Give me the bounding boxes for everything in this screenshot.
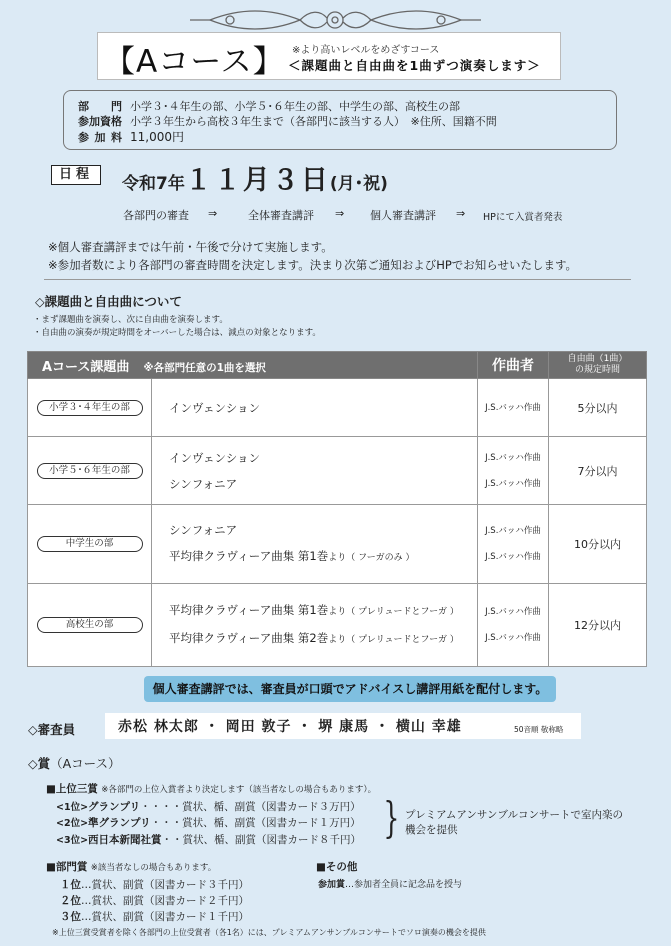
schedule-date: 令和7年１１月３日(月･祝)	[122, 165, 388, 196]
flow-step: 全体審査講評	[248, 209, 314, 222]
division-prize-heading: ■部門賞 ※該当者なしの場合もあります。	[46, 861, 217, 873]
pieces-table	[27, 351, 647, 667]
prize-footnote: ※上位三賞受賞者を除く各部門の上位受賞者（各1名）には、プレミアムアンサンブルコンサートでソロ演奏の機会を提供	[52, 928, 486, 937]
flow-step: 各部門の審査	[123, 209, 189, 222]
division-badge: 中学生の部	[37, 536, 143, 552]
pieces-bullet: ・まず課題曲を演奏し、次に自由曲を演奏します。	[33, 315, 228, 325]
composer: J.S.バッハ作曲	[485, 552, 541, 562]
division-badge: 高校生の部	[37, 617, 143, 633]
time-limit: 7分以内	[549, 437, 647, 505]
piece-title: インヴェンション	[169, 450, 261, 465]
division-badge: 小学３･４年生の部	[37, 400, 143, 416]
top3-bonus: 機会を提供	[405, 824, 458, 836]
divider	[44, 279, 631, 280]
piece-title: 平均律クラヴィーア曲集 第1巻より（ フーガのみ ）	[169, 549, 415, 563]
top3-bonus: プレミアムアンサンブルコンサートで室内楽の	[405, 809, 623, 821]
judges-label: ◇審査員	[28, 722, 76, 737]
flow-step: 個人審査講評	[370, 209, 436, 222]
piece-title: インヴェンション	[169, 400, 261, 415]
flow-arrow: ⇒	[456, 207, 466, 220]
piece-title: シンフォニア	[169, 476, 238, 491]
composer: J.S.バッハ作曲	[485, 478, 541, 489]
division-prize: ３位…賞状、副賞（図書カード１千円）	[60, 911, 249, 923]
composer: J.S.バッハ作曲	[485, 402, 541, 413]
composer: J.S.バッハ作曲	[485, 607, 541, 617]
table-row	[28, 379, 647, 437]
time-limit: 12分以内	[549, 584, 647, 667]
piece-title: 平均律クラヴィーア曲集 第1巻より（ プレリュードとフーガ ）	[169, 603, 459, 617]
pieces-heading: ◇課題曲と自由曲について	[35, 294, 182, 309]
top3-prize: <3位>西日本新聞社賞・・賞状、楯、副賞（図書カード８千円）	[56, 834, 362, 846]
top3-heading: ■上位三賞 ※各部門の上位入賞者より決定します（該当者なしの場合もあります）。	[46, 783, 377, 795]
schedule-note: ※個人審査講評までは午前・午後で分けて実施します。	[48, 240, 333, 254]
table-header-time: 自由曲（1曲） の規定時間	[549, 352, 647, 379]
top3-prize: <2位>準グランプリ・・・賞状、楯、副賞（図書カード１万円）	[56, 817, 361, 829]
time-limit: 10分以内	[549, 505, 647, 584]
table-row	[28, 584, 647, 667]
table-row	[28, 505, 647, 584]
division-prize: ２位…賞状、副賞（図書カード２千円）	[60, 895, 249, 907]
table-header-composer: 作曲者	[478, 352, 549, 379]
judges-names: 赤松 林太郎 ・ 岡田 敦子 ・ 堺 康馬 ・ 横山 幸雄	[118, 719, 462, 735]
table-header-main: Aコース課題曲 ※各部門任意の1曲を選択	[28, 352, 478, 379]
flow-step: HPにて入賞者発表	[483, 212, 563, 223]
course-title: 【Aコース】	[104, 44, 285, 80]
judges-note: 50音順 敬称略	[514, 725, 564, 734]
fee-row: 参加料 11,000円	[78, 130, 184, 144]
composer: J.S.バッハ作曲	[485, 526, 541, 536]
time-limit: 5分以内	[549, 379, 647, 437]
piece-title: 平均律クラヴィーア曲集 第2巻より（ プレリュードとフーガ ）	[169, 631, 459, 645]
table-header	[28, 352, 647, 379]
flow-arrow: ⇒	[208, 207, 218, 220]
pieces-bullet: ・自由曲の演奏が規定時間をオーバーした場合は、減点の対象となります。	[33, 328, 321, 338]
other-prize: 参加賞…参加者全員に記念品を授与	[318, 880, 463, 890]
feedback-banner: 個人審査講評では、審査員が口頭でアドバイスし講評用紙を配付します。	[144, 676, 556, 702]
brace-icon: }	[383, 793, 400, 842]
schedule-label: 日程	[51, 165, 101, 185]
course-subtitle: ＜課題曲と自由曲を1曲ずつ演奏します＞	[288, 58, 541, 73]
other-prize-heading: ■その他	[316, 861, 358, 873]
flow-arrow: ⇒	[335, 207, 345, 220]
top3-prize: <1位>グランプリ・・・・賞状、楯、副賞（図書カード３万円）	[56, 801, 361, 813]
course-note: ※より高いレベルをめざすコース	[292, 45, 440, 56]
composer: J.S.バッハ作曲	[485, 633, 541, 643]
division-prize: １位…賞状、副賞（図書カード３千円）	[60, 879, 249, 891]
table-row	[28, 437, 647, 505]
piece-title: シンフォニア	[169, 523, 238, 537]
schedule-note: ※参加者数により各部門の審査時間を決定します。決まり次第ご通知およびHPでお知らせいたします。	[48, 258, 578, 272]
division-row: 部門 小学３･４年生の部、小学５･６年生の部、中学生の部、高校生の部	[78, 100, 460, 113]
eligibility-row: 参加資格 小学３年生から高校３年生まで（各部門に該当する人） ※住所、国籍不問	[78, 115, 497, 128]
composer: J.S.バッハ作曲	[485, 452, 541, 463]
division-badge: 小学５･６年生の部	[37, 463, 143, 479]
prizes-heading: ◇賞（Aコース）	[28, 756, 121, 771]
